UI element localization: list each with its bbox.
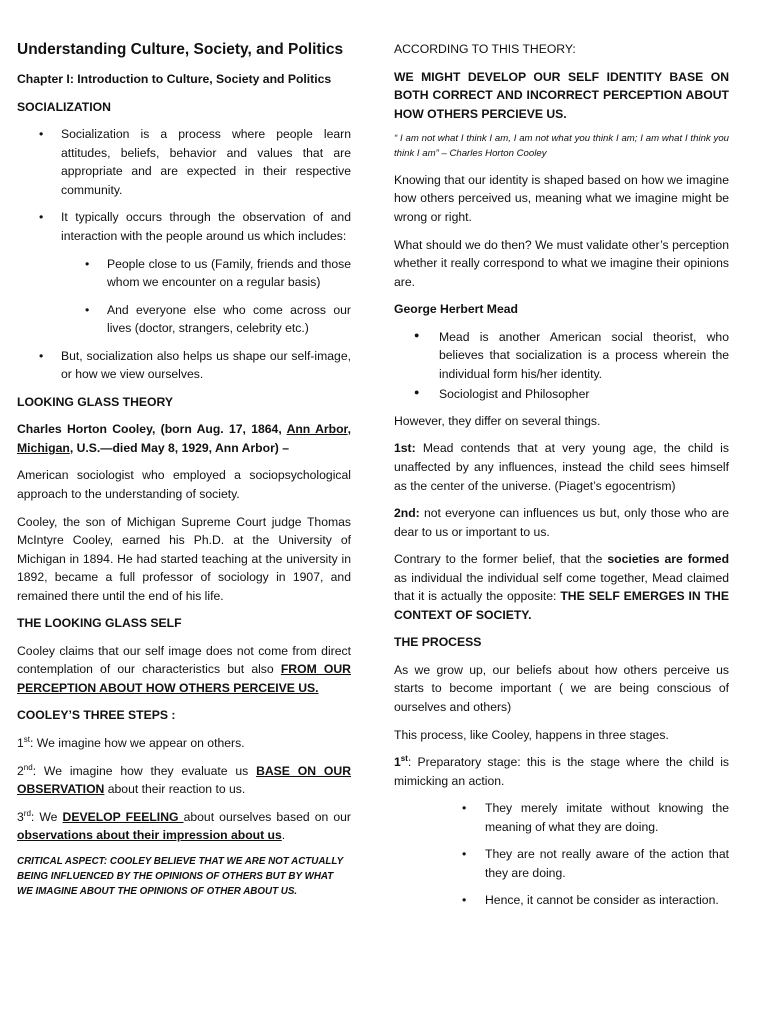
sociologist-paragraph: American sociologist who employed a sociopsychological approach to the understanding of society. (17, 468, 351, 501)
second-difference: 2nd: not everyone can influences us but, only those who are dear to us or important to us. (394, 506, 729, 539)
list-item: • But, socialization also helps us shape our self-image, or how we view ourselves. (17, 347, 351, 384)
looking-glass-theory-heading: LOOKING GLASS THEORY (17, 394, 173, 409)
right-column (394, 40, 729, 919)
grow-up-paragraph: As we grow up, our beliefs about how others perceive us starts to become important ( we are being conscious of ourselves and others) (394, 662, 729, 715)
socialization-list (17, 125, 351, 245)
includes-sublist (17, 255, 351, 338)
chapter-title: Chapter I: Introduction to Culture, Society and Politics (17, 72, 332, 87)
what-should-paragraph: What should we do then? We must validate other’s perception whether it really correspond to what we imagine their opinions are. (394, 237, 729, 289)
document-title: Understanding Culture, Society, and Politics (17, 41, 344, 58)
mead-heading: George Herbert Mead (394, 302, 518, 317)
cooley-quote: “ I am not what I think I am, I am not what you think I am; I am what I think you think I am” – Charles Horton Cooley (394, 133, 729, 160)
list-item: • Hence, it cannot be consider as interaction. (394, 891, 729, 910)
contrary-paragraph: Contrary to the former belief, that the societies are formed as individual the individual self come together, Mead claimed that it is actually the opposite: THE SELF EMERGES IN THE CONTEXT OF SOCIETY. (394, 552, 730, 622)
however-paragraph: However, they differ on several things. (394, 413, 601, 428)
list-item: ● Mead is another American social theorist, who believes that socialization is a process wherein the individual form his/her identity. (394, 328, 729, 384)
process-heading: THE PROCESS (394, 635, 482, 650)
looking-glass-self-heading: THE LOOKING GLASS SELF (17, 616, 182, 631)
list-item: • It typically occurs through the observation of and interaction with the people around us which includes: (17, 208, 351, 245)
michigan-link[interactable]: Michigan (17, 440, 70, 455)
list-item: • Socialization is a process where people learn attitudes, beliefs, behavior and values that are appropriate and are expected in their respective community. (17, 125, 351, 199)
according-heading: ACCORDING TO THIS THEORY: (394, 42, 576, 56)
three-steps-heading: COOLEY’S THREE STEPS : (17, 708, 176, 723)
left-column (17, 40, 351, 908)
cooley-bio: Charles Horton Cooley, (born Aug. 17, 1864, Ann Arbor, Michigan, U.S.—died May 8, 1929, Ann Arbor) – (17, 422, 351, 455)
socialization-heading: SOCIALIZATION (17, 99, 111, 114)
list-item: ● Sociologist and Philosopher (394, 385, 729, 404)
three-stages-paragraph: This process, like Cooley, happens in three stages. (394, 727, 669, 742)
critical-aspect-note: CRITICAL ASPECT: COOLEY BELIEVE THAT WE ARE NOT ACTUALLY BEING INFLUENCED BY THE OPINIONS OF OTHERS BUT BY WHAT WE IMAGINE ABOUT THE OPINIONS OF OTHER ABOUT US. (17, 855, 344, 898)
identity-statement: WE MIGHT DEVELOP OUR SELF IDENTITY BASE ON BOTH CORRECT AND INCORRECT PERCEPTION ABOUT HOW OTHERS PERCIEVE US. (394, 69, 729, 121)
step-1: 1st: We imagine how we appear on others. (17, 734, 245, 750)
looking-glass-self-paragraph: Cooley claims that our self image does not come from direct contemplation of our characteristics but also FROM OUR PERCEPTION ABOUT HOW OTHERS PERCEIVE US. (17, 643, 351, 695)
knowing-paragraph: Knowing that our identity is shaped based on how we imagine how others perceived us, meaning what we imagine might be wrong or right. (394, 172, 729, 224)
preparatory-list (394, 799, 729, 910)
preparatory-stage: 1st: Preparatory stage: this is the stage where the child is mimicking an action. (394, 754, 729, 788)
list-item: • They are not really aware of the action that they are doing. (394, 845, 729, 882)
cooley-son-paragraph: Cooley, the son of Michigan Supreme Court judge Thomas McIntyre Cooley, earned his Ph.D. at the University of Michigan in 1894. He had started teaching at the university in 1892, became a full professor of sociology in 1907, and remained there until the end of his life. (17, 514, 351, 603)
list-item: • They merely imitate without knowing the meaning of what they are doing. (394, 799, 729, 836)
step-3: 3rd: We DEVELOP FEELING about ourselves based on our observations about their impression about us. (17, 808, 351, 843)
socialization-list-end (17, 347, 351, 384)
first-difference: 1st: Mead contends that at very young age, the child is unaffected by any influences, instead the child sees himself as the center of the universe. (Piaget’s egocentrism) (394, 441, 729, 493)
mead-list (394, 328, 729, 404)
ann-arbor-link[interactable]: Ann Arbor (286, 422, 348, 437)
step-2: 2nd: We imagine how they evaluate us BASE ON OUR OBSERVATION about their reaction to us. (17, 762, 351, 797)
list-item: • And everyone else who come across our lives (doctor, strangers, celebrity etc.) (17, 301, 351, 338)
list-item: • People close to us (Family, friends and those whom we encounter on a regular basis) (17, 255, 351, 292)
